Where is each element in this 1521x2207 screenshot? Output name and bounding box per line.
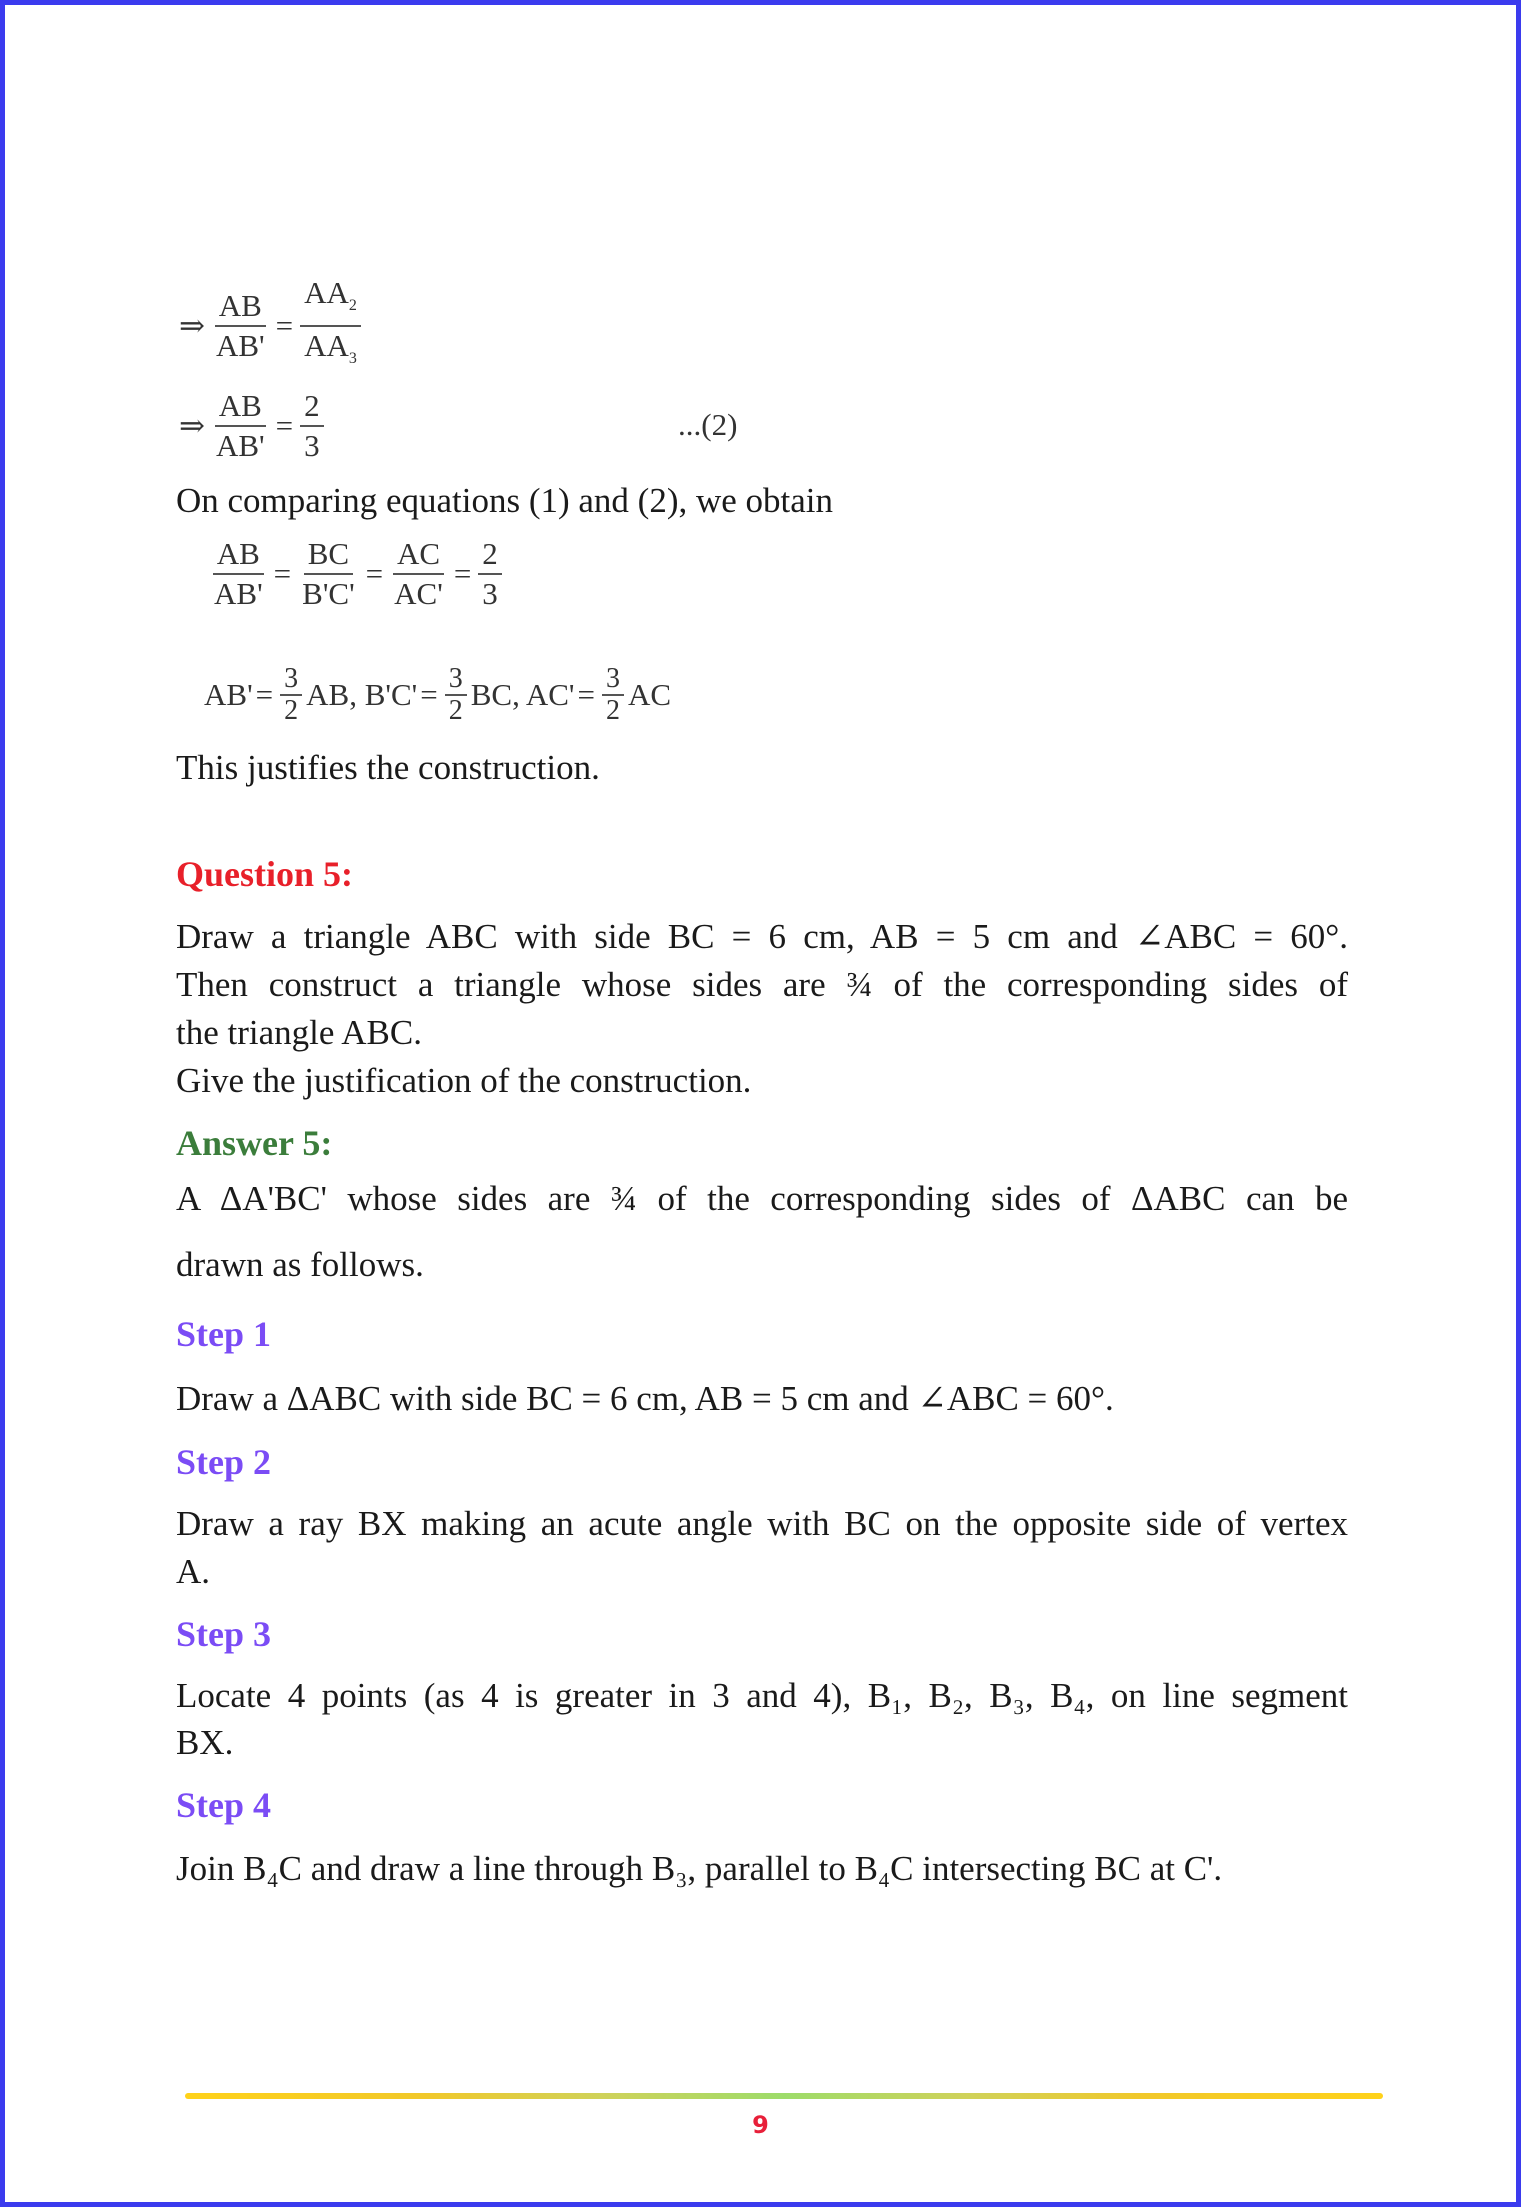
question-line: Draw a triangle ABC with side BC = 6 cm, AB = 5 cm and ∠ABC = 60°. — [176, 917, 1348, 956]
denominator: B'C' — [302, 576, 355, 611]
answer-line: drawn as follows. — [176, 1245, 424, 1284]
numerator: AB — [213, 535, 264, 575]
numerator: 3 — [602, 664, 624, 696]
denominator: 2 — [606, 695, 620, 726]
numerator: BC — [304, 535, 353, 575]
step-2-text: Draw a ray BX making an acute angle with BC on the opposite side of vertex — [176, 1504, 1348, 1543]
subscript: 3 — [348, 350, 357, 368]
step-2-title: Step 2 — [176, 1442, 272, 1482]
equation-3 — [206, 535, 506, 613]
justification-text: This justifies the construction. — [176, 748, 600, 787]
answer-heading: Answer 5: — [176, 1123, 333, 1163]
term: AB, B'C' — [306, 677, 418, 712]
denominator: 2 — [284, 695, 299, 726]
implies-symbol: ⇒ — [179, 408, 205, 443]
equals: = — [275, 308, 294, 344]
numerator: 3 — [280, 664, 302, 696]
step-1-title: Step 1 — [176, 1314, 272, 1354]
subscript: 2 — [348, 297, 357, 315]
answer-line: A ΔA'BC' whose sides are ¾ of the corresponding sides of ΔABC can be — [176, 1179, 1348, 1218]
question-line: Give the justification of the construction. — [176, 1061, 752, 1100]
equation-2 — [176, 387, 328, 465]
question-line: Then construct a triangle whose sides are ¾ of the corresponding sides of — [176, 965, 1348, 1004]
step-1-text: Draw a ΔABC with side BC = 6 cm, AB = 5 cm and ∠ABC = 60°. — [176, 1379, 1114, 1418]
numerator: AA — [304, 275, 349, 310]
equation-1 — [176, 274, 365, 378]
page-number: 9 — [752, 2111, 769, 2139]
numerator: 3 — [445, 664, 467, 696]
question-heading: Question 5: — [176, 854, 354, 894]
denominator: AB' — [215, 328, 265, 364]
denominator: 3 — [482, 576, 498, 611]
step-2-text: A. — [176, 1552, 211, 1591]
footer-divider — [185, 2093, 1383, 2099]
equals: = — [420, 677, 438, 712]
denominator: 2 — [448, 695, 463, 726]
equals: = — [275, 408, 294, 443]
question-line: the triangle ABC. — [176, 1013, 422, 1052]
denominator: AB' — [214, 576, 263, 611]
equals: = — [365, 556, 384, 591]
equals: = — [577, 677, 595, 712]
implies-symbol: ⇒ — [179, 308, 205, 344]
equation-4 — [204, 664, 671, 726]
equation-tag: ...(2) — [678, 407, 738, 442]
step-4-title: Step 4 — [176, 1785, 272, 1825]
term: AC — [628, 677, 672, 712]
step-3-text: BX. — [176, 1723, 234, 1762]
denominator: 3 — [304, 428, 320, 463]
numerator: 2 — [478, 535, 502, 575]
numerator: AC — [393, 535, 444, 575]
denominator: AA — [304, 328, 349, 364]
term: BC, AC' — [470, 677, 575, 712]
numerator: AB — [215, 287, 266, 327]
denominator: AC' — [394, 576, 443, 611]
comparing-text: On comparing equations (1) and (2), we obtain — [176, 481, 834, 520]
numerator: 2 — [300, 387, 324, 427]
denominator: AB' — [215, 428, 265, 463]
equals: = — [255, 677, 274, 712]
term: AB' — [204, 677, 253, 712]
equals: = — [453, 556, 472, 591]
numerator: AB — [215, 387, 266, 427]
step-3-text: Locate 4 points (as 4 is greater in 3 and 4), B₁, B₂, B₃, B₄, on line segment — [176, 1676, 1348, 1715]
equals: = — [273, 556, 292, 591]
step-3-title: Step 3 — [176, 1614, 272, 1654]
step-4-text: Join B₄C and draw a line through B₃, parallel to B₄C intersecting BC at C'. — [176, 1849, 1223, 1888]
